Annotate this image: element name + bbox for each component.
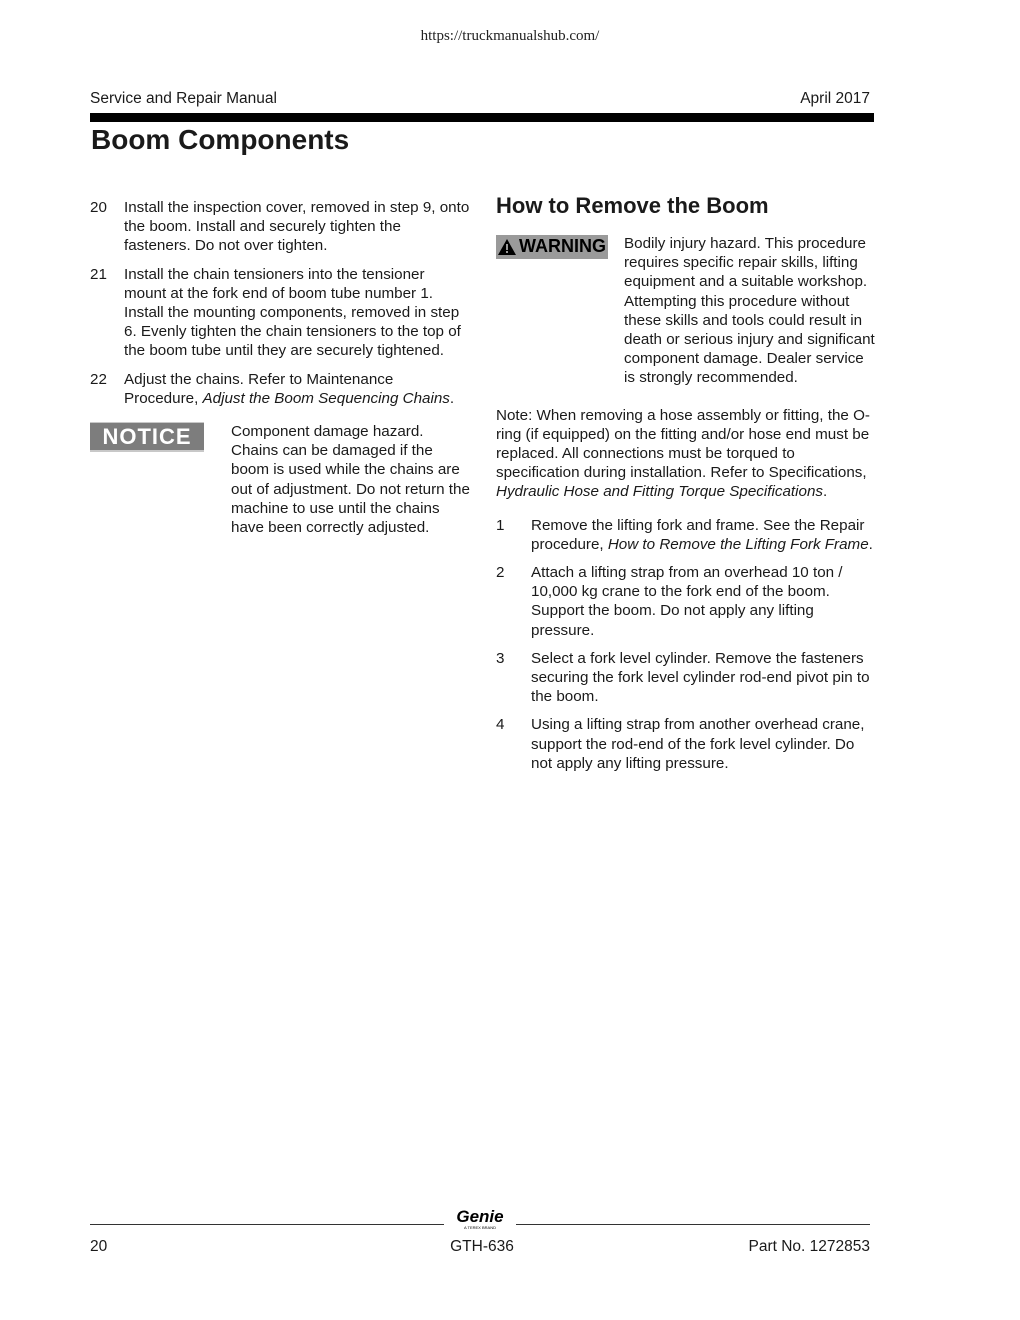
step-text: Attach a lifting strap from an overhead 10 ton / 10,000 kg crane to the fork end of the boom. Support the boom. Do not apply any lifting pressure.	[531, 564, 843, 639]
step-3	[496, 649, 876, 707]
warning-badge	[496, 235, 608, 259]
warning-text: Bodily injury hazard. This procedure requires specific repair skills, lifting equipment and a suitable workshop. Attempting this procedure without these skills and tools could result in death or serious injury and significant component damage. Dealer service is strongly recommended.	[624, 235, 875, 387]
section-title: How to Remove the Boom	[496, 193, 769, 218]
logo-tagline: A TEREX BRAND	[464, 1225, 496, 1230]
step-number: 1	[496, 516, 505, 534]
step-1	[496, 516, 876, 554]
step-text-part: Adjust the chains. Refer to Maintenance Procedure,	[124, 370, 394, 407]
footer-rule-right	[516, 1224, 870, 1225]
page-number: 20	[90, 1238, 108, 1255]
step-4	[496, 715, 876, 773]
step-text	[531, 516, 876, 554]
step-number: 21	[90, 265, 107, 283]
logo-wordmark: Genie	[456, 1207, 504, 1226]
source-url[interactable]: https://truckmanualshub.com/	[420, 28, 600, 44]
step-number: 2	[496, 564, 505, 582]
note-text: .	[822, 483, 828, 501]
header-manual-title: Service and Repair Manual	[90, 90, 277, 107]
step-text	[124, 370, 470, 408]
genie-logo	[450, 1206, 510, 1232]
header-rule	[90, 113, 874, 122]
step-2	[496, 563, 876, 640]
procedure-reference: Adjust the Boom Sequencing Chains	[202, 389, 450, 407]
notice-badge: NOTICE	[90, 422, 204, 452]
procedure-reference: How to Remove the Lifting Fork Frame	[607, 535, 869, 553]
notice-block	[90, 422, 470, 537]
header-date: April 2017	[800, 90, 870, 107]
step-number: 3	[496, 649, 505, 667]
step-21	[90, 265, 470, 361]
step-20	[90, 198, 470, 256]
step-22	[90, 370, 470, 408]
note-text: Note: When removing a hose assembly or fitting, the O-ring (if equipped) on the fitting and/or hose end must be replaced. All connections must be torqued to specification during installation. Refer to Specifications,	[496, 406, 870, 482]
specification-reference: Hydraulic Hose and Fitting Torque Specifications	[496, 483, 823, 501]
model-number: GTH-636	[450, 1238, 514, 1255]
step-number: 4	[496, 716, 505, 734]
hose-note	[496, 406, 876, 502]
part-number: Part No. 1272853	[748, 1238, 870, 1255]
step-text: Select a fork level cylinder. Remove the fasteners securing the fork level cylinder rod-end pivot pin to the boom.	[531, 649, 870, 706]
notice-text: Component damage hazard. Chains can be damaged if the boom is used while the chains are out of adjustment. Do not return the machine to use until the chains have been correctly adjusted.	[231, 423, 470, 537]
step-text-part: .	[449, 389, 455, 407]
warning-triangle-icon	[498, 239, 516, 255]
left-column	[90, 198, 470, 537]
page-title: Boom Components	[91, 124, 350, 155]
warning-block	[496, 234, 876, 388]
warning-label: WARNING	[519, 236, 606, 257]
step-number: 20	[90, 199, 107, 216]
footer-rule-left	[90, 1224, 444, 1225]
step-text: Install the inspection cover, removed in step 9, onto the boom. Install and securely tighten the fasteners. Do not over tighten.	[124, 199, 470, 255]
step-text-part: Remove the lifting fork and frame. See the Repair procedure,	[531, 516, 865, 553]
step-number: 22	[90, 370, 107, 388]
step-text: Using a lifting strap from another overhead crane, support the rod-end of the fork level cylinder. Do not apply any lifting pressure.	[531, 716, 865, 772]
step-text-part: .	[868, 535, 873, 553]
step-text: Install the chain tensioners into the tensioner mount at the fork end of boom tube number 1. Install the mounting components, removed in step 6. Evenly tighten the chain tensioners to the top of the boom tube until they are securely tightened.	[124, 265, 461, 360]
right-column	[496, 192, 876, 782]
